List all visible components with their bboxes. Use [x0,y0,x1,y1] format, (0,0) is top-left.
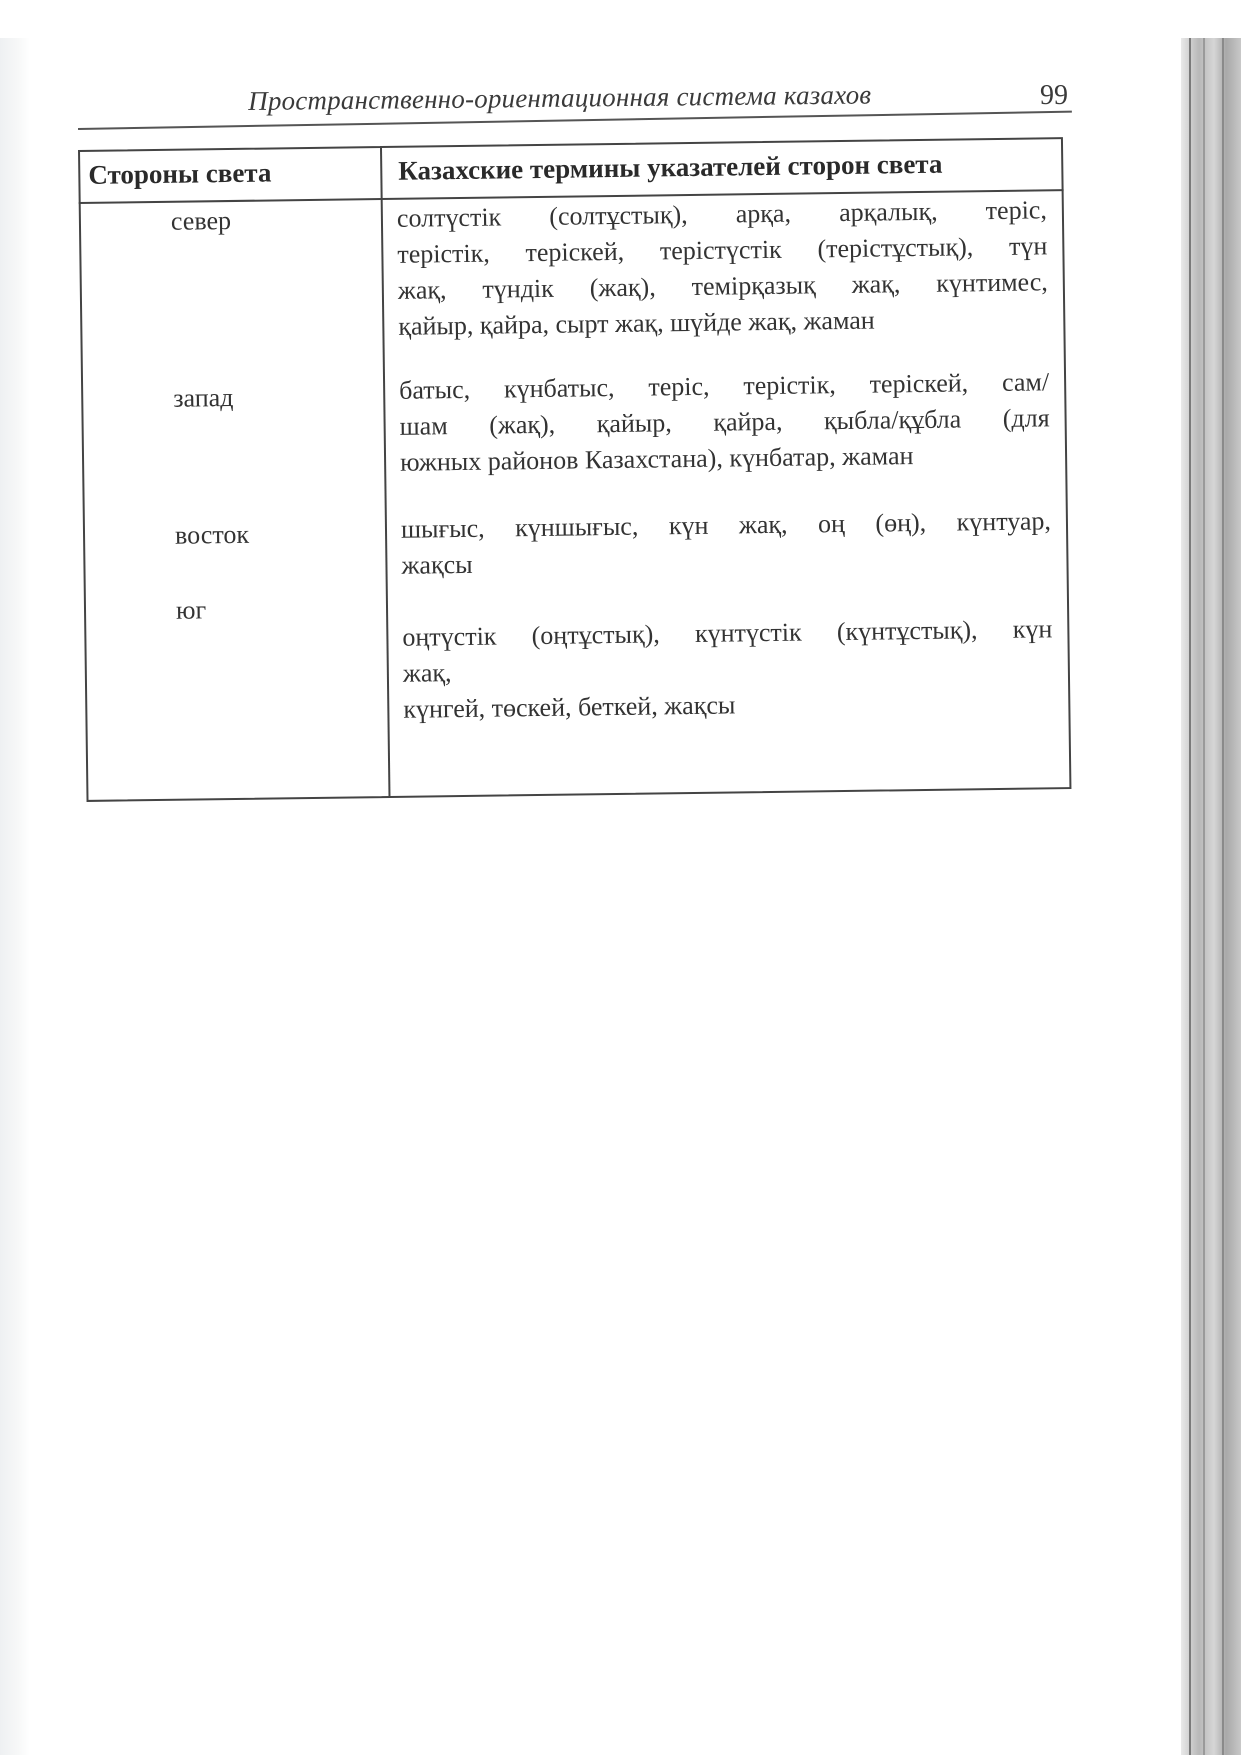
direction-north: север [170,206,232,236]
terms-line: жақ, түндік (жақ), темірқазық жақ, күнтимес, [397,267,1048,305]
column-header-kazakh-terms: Казахские термины указателей сторон света [398,148,943,186]
cardinal-directions-table [78,137,1071,802]
terms-line: оңтүстік (оңтұстық), күнтүстік (күнтұстық), күн [402,614,1053,652]
terms-line: қайыр, қайра, сырт жақ, шүйде жақ, жаман [398,305,875,341]
terms-west [399,364,1050,480]
direction-west: запад [173,382,234,413]
page-edge-line [1203,38,1205,1755]
terms-line: шығыс, күншығыс, күн жақ, оң (өң), күнтуар, [400,506,1052,544]
terms-north [397,192,1049,344]
direction-east: восток [174,519,250,550]
direction-south: юг [175,595,207,625]
page-edge-line [1222,38,1224,1755]
page-edge-shadow [1181,38,1241,1755]
terms-line: батыс, күнбатыс, теріс, терістік, теріскей, сам/ [398,367,1050,405]
page-edge-line [1189,38,1191,1755]
terms-line: терістік, теріскей, терістүстік (терістұстық), түн [397,231,1048,269]
terms-line: южных районов Казахстана), күнбатар, жаман [399,441,914,477]
terms-line: солтүстік (солтұстық), арқа, арқалық, теріс, [396,195,1048,233]
scan-top-margin [0,0,1241,38]
column-header-directions: Стороны света [88,157,272,190]
page-number: 99 [1040,80,1068,111]
terms-east [401,503,1052,584]
scan-left-margin [0,38,30,1755]
terms-line: жақ, [402,658,452,688]
terms-south [402,611,1053,727]
terms-line: жақсы [401,549,473,580]
terms-line: шам (жақ), қайыр, қайра, қыбла/құбла (для [399,403,1050,441]
running-title: Пространственно-ориентационная система казахов [248,79,872,116]
terms-line: күнгей, төскей, беткей, жақсы [403,690,736,724]
